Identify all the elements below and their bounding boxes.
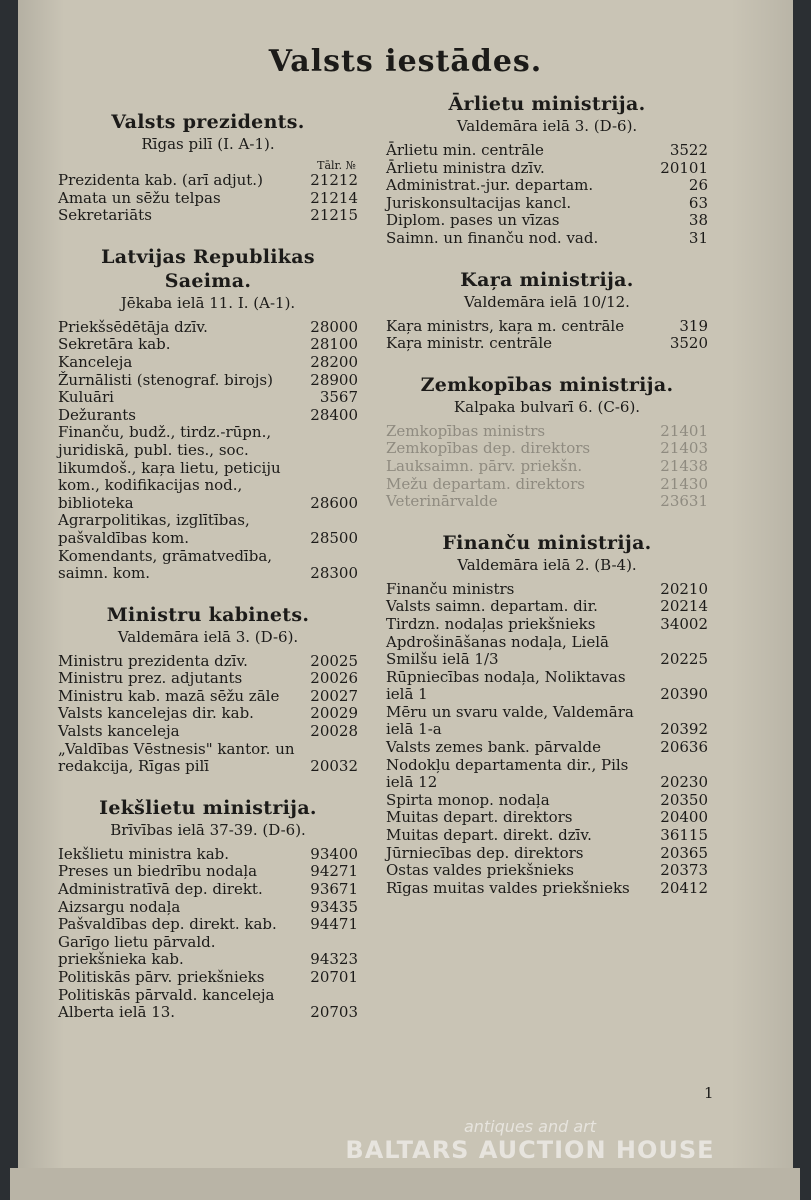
entry-label: Nodokļu departamenta dir., Pils ielā 12 [386,755,629,792]
directory-section [58,603,358,776]
entry-label: Sekretāra kab. [58,335,171,354]
entry-phone-number: 94323 [310,950,358,969]
entry-phone-number: 20101 [660,158,708,177]
entry-phone-number: 20400 [660,808,708,827]
directory-entry [386,845,708,863]
directory-entry [386,809,708,827]
section-heading: Ministru kabinets. [106,603,310,626]
directory-section [386,268,708,353]
section-heading: Valsts prezidents. [111,111,305,133]
directory-entry [386,458,708,476]
entry-phone-number: 28600 [310,493,358,512]
section-heading: Iekšlietu ministrija. [99,796,317,819]
entry-phone-number: 28400 [310,405,358,424]
entry-phone-number: 21214 [310,188,358,207]
entry-phone-number: 20230 [660,773,708,792]
entry-label: Politiskās pārvald. kanceleja Alberta ielā 13. [58,985,275,1022]
entry-label: Sekretariāts [58,206,152,225]
entry-phone-number: 20225 [660,650,708,669]
entry-label: Ārlietu ministra dzīv. [386,158,545,177]
directory-entry [58,512,358,547]
entry-label: Valsts kancelejas dir. kab. [58,704,254,723]
entry-label: Iekšlietu ministra kab. [58,844,230,863]
directory-entry [58,881,358,899]
section-address: Rīgas pilī (I. A-1). [141,135,275,153]
section-heading: Ārlietu ministrija. [448,93,646,115]
directory-entry [386,704,708,739]
entry-phone-number: 23631 [660,492,708,511]
entry-phone-number: 20373 [660,861,708,880]
entry-phone-number: 21401 [660,421,708,440]
directory-entry [58,407,358,425]
directory-entry [386,792,708,810]
entry-label: Dežurants [58,405,136,424]
entry-phone-number: 93435 [310,897,358,916]
directory-entry [58,987,358,1022]
directory-section [58,245,358,583]
entry-phone-number: 20029 [310,704,358,723]
entry-label: Valsts kanceleja [58,722,180,741]
entry-label: Garīgo lietu pārvald. priekšnieka kab. [58,932,216,969]
directory-entry [386,616,708,634]
entry-phone-number: 63 [688,193,708,212]
entry-phone-number: 21212 [310,171,358,189]
entry-phone-number: 26 [688,176,708,195]
entry-label: Agrarpolitikas, izglītības, pašvaldības kom. [58,511,250,547]
directory-entry [386,195,708,213]
entry-phone-number: 20027 [310,686,358,705]
entry-phone-number: 21215 [310,206,358,225]
entry-label: Zemkopības dep. direktors [386,439,591,458]
directory-section [386,531,708,898]
directory-entry [386,634,708,669]
directory-section [58,110,358,225]
entry-phone-number: 93671 [310,880,358,899]
entry-phone-number: 28200 [310,352,358,371]
directory-entry [386,739,708,757]
entry-label: Politiskās pārv. priekšnieks [58,968,265,986]
entry-label: Aizsargu nodaļa [58,897,181,916]
entry-label: Kaŗa ministrs, kaŗa m. centrāle [386,316,625,335]
directory-entry [386,880,708,898]
directory-entry [58,934,358,969]
entry-phone-number: 28100 [310,335,358,354]
directory-entry [386,440,708,458]
entry-label: Prezidenta kab. (arī adjut.) [58,171,263,189]
entry-phone-number: 3522 [669,141,708,159]
entry-label: Administrat.-jur. departam. [386,176,594,195]
phone-column-label: Tālr. № [317,159,356,172]
entry-phone-number: 20703 [310,1003,358,1022]
entry-label: Ministru prez. adjutants [58,669,243,688]
entry-label: Rūpniecības nodaļa, Noliktavas ielā 1 [386,667,626,704]
section-address: Valdemāra ielā 3. (D-6). [456,117,638,135]
directory-section [58,796,358,1022]
directory-entry [58,319,358,337]
directory-entry [386,177,708,195]
watermark-line1: antiques and art [463,1117,597,1136]
document-page [18,0,793,1172]
entry-phone-number: 20028 [310,722,358,741]
directory-entry [58,670,358,688]
entry-label: Juriskonsultacijas kancl. [386,193,572,212]
directory-entry [386,827,708,845]
directory-entry [58,916,358,934]
directory-entry [386,230,708,248]
directory-entry [58,372,358,390]
directory-entry [386,476,708,494]
section-heading: Latvijas Republikas Saeima. [101,245,315,292]
entry-label: Ārlietu min. centrāle [386,141,544,159]
directory-entry [58,741,358,776]
entry-label: Ministru prezidenta dzīv. [58,651,248,670]
directory-entry [58,336,358,354]
directory-entry [386,318,708,336]
entry-phone-number: 20636 [660,738,708,757]
section-heading: Zemkopības ministrija. [420,373,674,396]
entry-phone-number: 20025 [310,651,358,670]
entry-label: Amata un sēžu telpas [58,188,221,207]
section-address: Kalpaka bulvarī 6. (C-6). [453,397,641,416]
watermark-line2: BALTARS AUCTION HOUSE [345,1136,715,1164]
directory-entry [58,354,358,372]
directory-section [386,373,708,511]
entry-label: Pašvaldības dep. direkt. kab. [58,915,277,934]
directory-entry [386,142,708,160]
entry-label: Kuluāri [58,388,114,407]
directory-entry [58,548,358,583]
entry-label: Komendants, grāmatvedība, saimn. kom. [58,546,273,583]
directory-entry [58,705,358,723]
section-address: Valdemāra ielā 3. (D-6). [117,627,299,646]
directory-entry [58,190,358,208]
entry-phone-number: 20392 [660,720,708,739]
directory-entry [386,423,708,441]
entry-phone-number: 94471 [310,915,358,934]
entry-phone-number: 20412 [660,878,708,897]
entry-label: Lauksaimn. pārv. priekšn. [386,456,583,475]
directory-entry [386,757,708,792]
entry-phone-number: 20701 [310,968,358,986]
directory-section [386,92,708,248]
directory-entry [58,172,358,190]
entry-phone-number: 28000 [310,317,358,336]
directory-entry [386,598,708,616]
entry-phone-number: 28500 [310,528,358,547]
directory-entry [58,723,358,741]
entry-phone-number: 38 [688,211,708,230]
entry-label: Ministru kab. mazā sēžu zāle [58,686,280,705]
entry-label: Mēru un svaru valde, Valdemāra ielā 1-a [386,702,634,739]
entry-label: Preses un biedrību nodaļa [58,862,258,881]
left-column [58,110,358,1042]
directory-entry [58,969,358,987]
entry-label: Muitas depart. direktors [386,808,573,827]
entry-label: Priekšsēdētāja dzīv. [58,317,208,336]
entry-phone-number: 36115 [660,826,708,845]
entry-phone-number: 20032 [310,757,358,776]
entry-phone-number: 28300 [310,564,358,583]
entry-phone-number: 21438 [660,456,708,475]
section-address: Valdemāra ielā 10/12. [464,292,630,311]
entry-phone-number: 3567 [319,388,358,407]
entry-phone-number: 20365 [660,843,708,862]
page-edge [10,1168,800,1200]
entry-label: Valsts zemes bank. pārvalde [386,738,601,757]
entry-label: „Valdības Vēstnesis" kantor. un redakcija, Rīgas pilī [58,739,295,776]
entry-label: Rīgas muitas valdes priekšnieks [386,878,630,897]
entry-phone-number: 20214 [660,597,708,616]
entry-label: Diplom. pases un vīzas [386,211,560,230]
entry-label: Apdrošināšanas nodaļa, Lielā Smilšu ielā 1/3 [386,632,609,669]
page-title: Valsts iestādes. [268,44,543,79]
entry-label: Jūrniecības dep. direktors [386,843,584,862]
entry-phone-number: 21403 [660,439,708,458]
entry-phone-number: 20390 [660,685,708,704]
entry-label: Veterinārvalde [386,492,498,511]
entry-phone-number: 28900 [310,370,358,389]
directory-entry [58,846,358,864]
entry-label: Kaŗa ministr. centrāle [386,334,553,353]
directory-entry [58,389,358,407]
directory-entry [386,493,708,511]
section-heading: Kaŗa ministrija. [460,268,634,291]
entry-phone-number: 20350 [660,790,708,809]
directory-entry [386,862,708,880]
section-address: Brīvības ielā 37-39. (D-6). [110,820,306,839]
directory-entry [386,160,708,178]
section-address: Jēkaba ielā 11. I. (A-1). [120,293,296,312]
entry-label: Valsts saimn. departam. dir. [386,597,598,616]
right-column [386,92,708,917]
entry-phone-number: 319 [679,316,708,335]
section-heading: Finanču ministrija. [442,531,652,554]
directory-entry [58,863,358,881]
watermark [330,1118,730,1164]
directory-entry [58,207,358,225]
entry-phone-number: 94271 [310,862,358,881]
directory-entry [386,669,708,704]
entry-label: Kanceleja [58,352,133,371]
entry-phone-number: 34002 [660,614,708,633]
directory-entry [58,424,358,512]
page-number: 1 [704,1084,714,1102]
entry-phone-number: 31 [688,228,708,247]
entry-phone-number: 93400 [310,844,358,863]
entry-label: Tirdzn. nodaļas priekšnieks [386,614,596,633]
directory-entry [58,899,358,917]
entry-label: Žurnālisti (stenograf. birojs) [58,370,273,389]
entry-phone-number: 20210 [660,579,708,598]
entry-label: Saimn. un finanču nod. vad. [386,228,599,247]
entry-label: Spirta monop. nodaļa [386,790,550,809]
directory-entry [58,653,358,671]
entry-label: Mežu departam. direktors [386,474,585,493]
directory-entry [386,335,708,353]
entry-label: Muitas depart. direkt. dzīv. [386,826,592,845]
section-address: Valdemāra ielā 2. (B-4). [457,555,637,574]
entry-label: Finanču, budž., tirdz.-rūpn., juridiskā, publ. ties., soc. likumdoš., kaŗa lietu, peticiju kom., kodifikacijas nod., biblioteka [58,423,281,512]
entry-phone-number: 21430 [660,474,708,493]
entry-label: Ostas valdes priekšnieks [386,861,574,880]
entry-label: Administratīvā dep. direkt. [58,880,263,899]
directory-entry [58,688,358,706]
entry-label: Finanču ministrs [386,579,515,598]
directory-entry [386,212,708,230]
entry-label: Zemkopības ministrs [386,421,546,440]
directory-entry [386,581,708,599]
entry-phone-number: 3520 [669,334,708,353]
entry-phone-number: 20026 [310,669,358,688]
